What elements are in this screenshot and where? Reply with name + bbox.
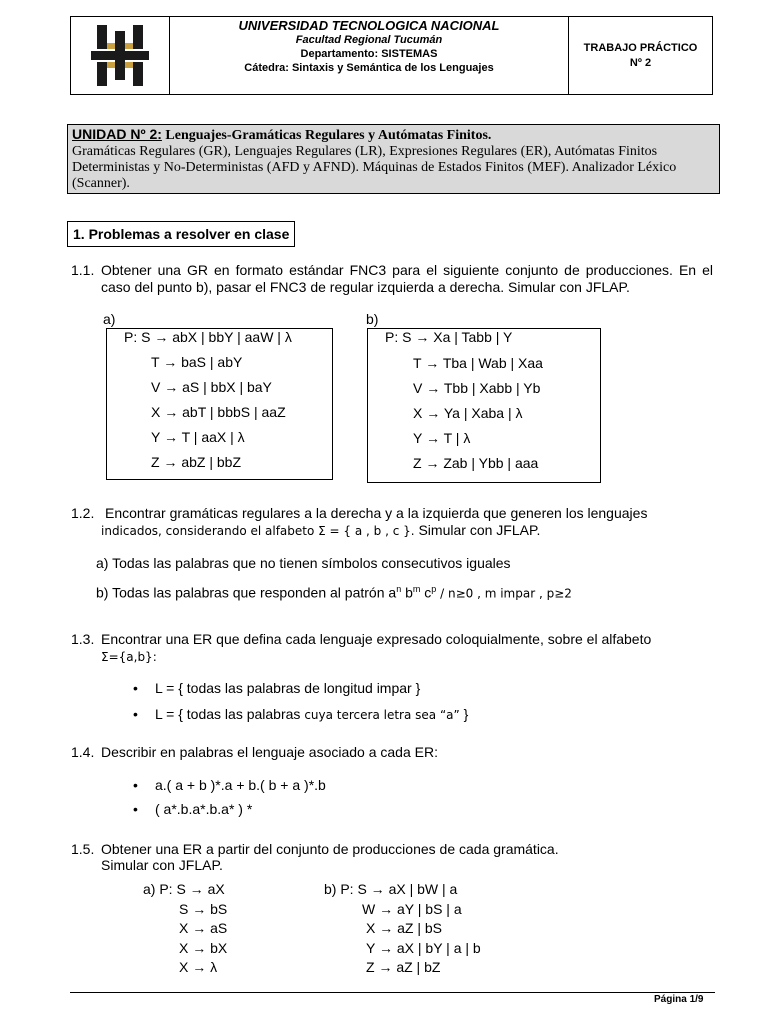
document-header — [70, 16, 713, 95]
production-rule: a) P: S → aX — [143, 881, 225, 897]
problem-number: 1.3. — [71, 631, 95, 647]
option-label: a) — [103, 311, 116, 327]
page-number: Página 1/9 — [654, 994, 704, 1005]
production-rule: X → Ya | Xaba | λ — [413, 405, 523, 421]
production-rule: Y → aX | bY | a | b — [366, 940, 481, 956]
option-item — [96, 581, 572, 603]
problem-text: Encontrar una ER que defina cada lenguaje expresado coloquialmente, sobre el alfabeto — [101, 631, 652, 647]
superscript: n — [396, 584, 402, 594]
bullet-icon: • — [133, 706, 138, 722]
faculty-name: Facultad Regional Tucumán — [295, 34, 443, 46]
production-rule: X → bX — [179, 940, 228, 956]
footer-divider — [70, 992, 715, 993]
problem-text: Σ={a,b}: — [101, 650, 157, 664]
superscript: m — [412, 584, 421, 594]
production-rule: T → Tba | Wab | Xaa — [413, 355, 543, 371]
problem-number: 1.5. — [71, 841, 95, 857]
department-name: Departamento: SISTEMAS — [300, 48, 438, 60]
list-item-text: cuya tercera letra sea “a” — [304, 708, 460, 722]
list-item — [155, 706, 468, 724]
problem-text: Encontrar gramáticas regulares a la derecha y a la izquierda que generen los lenguajes — [105, 505, 648, 521]
section-title: 1. Problemas a resolver en clase — [67, 221, 295, 247]
option-text: b — [401, 584, 413, 601]
bullet-icon: • — [133, 680, 138, 696]
production-rule: b) P: S → aX | bW | a — [324, 881, 458, 897]
production-rule: S → bS — [179, 901, 228, 917]
unit-title: UNIDAD Nº 2: — [72, 126, 162, 142]
production-rule: X → abT | bbbS | aaZ — [151, 404, 286, 420]
production-rule: Z → Zab | Ybb | aaa — [413, 455, 539, 471]
production-rule: X → λ — [179, 959, 218, 975]
production-rule: Y → T | λ — [413, 430, 471, 446]
unit-subtitle: Lenguajes-Gramáticas Regulares y Autómatas Finitos. — [165, 128, 492, 143]
list-item-text: } — [459, 706, 469, 722]
production-rule: Z → aZ | bZ — [366, 959, 441, 975]
bullet-icon: • — [133, 777, 138, 793]
problem-text: indicados, considerando el alfabeto Σ = { a , b , c }. — [101, 524, 415, 538]
list-item: ( a*.b.a*.b.a* ) * — [155, 801, 253, 817]
production-rule: P: S → Xa | Tabb | Y — [385, 329, 513, 345]
production-rule: Z → abZ | bbZ — [151, 454, 241, 470]
list-item: a.( a + b )*.a + b.( b + a )*.b — [155, 777, 326, 793]
problem-number: 1.1. — [71, 262, 95, 278]
superscript: p — [431, 584, 437, 594]
production-rule: V → aS | bbX | baY — [151, 379, 272, 395]
problem-text: Obtener una ER a partir del conjunto de producciones de cada gramática. — [101, 841, 559, 857]
production-rule: Y → T | aaX | λ — [151, 429, 245, 445]
bullet-icon: • — [133, 801, 138, 817]
problem-text: Simular con JFLAP. — [414, 522, 541, 538]
option-text: c — [420, 584, 432, 601]
unit-box — [67, 124, 720, 194]
option-text: b) Todas las palabras que responden al patrón a — [96, 584, 397, 601]
production-rule: X → aZ | bS — [366, 920, 442, 936]
production-rule: X → aS — [179, 920, 228, 936]
chair-name: Cátedra: Sintaxis y Semántica de los Lenguajes — [244, 62, 494, 74]
doc-type-cell — [568, 17, 712, 94]
option-item: a) Todas las palabras que no tienen símbolos consecutivos iguales — [96, 555, 511, 571]
problem-number: 1.4. — [71, 744, 95, 760]
list-item-text: L = { todas las palabras — [155, 706, 305, 722]
utn-logo-icon — [71, 17, 169, 94]
production-rule: V → Tbb | Xabb | Yb — [413, 380, 541, 396]
option-label: b) — [366, 311, 379, 327]
production-rule: T → baS | abY — [151, 354, 243, 370]
list-item: L = { todas las palabras de longitud impar } — [155, 680, 421, 696]
doc-number: Nº 2 — [629, 56, 652, 69]
problem-text: Describir en palabras el lenguaje asociado a cada ER: — [101, 744, 438, 760]
production-rule: W → aY | bS | a — [362, 901, 462, 917]
institution-cell — [170, 17, 568, 94]
doc-type: TRABAJO PRÁCTICO — [583, 41, 698, 54]
problem-text: Simular con JFLAP. — [101, 857, 223, 873]
problem-text: Obtener una GR en formato estándar FNC3 para el siguiente conjunto de producciones. En el caso del punto b), pasar el FNC3 de regular izquierda a derecha. Simular con JFLAP. — [101, 262, 713, 295]
option-text: / n≥0 , m impar , p≥2 — [436, 586, 572, 601]
logo-cell — [71, 17, 170, 94]
university-name: UNIVERSIDAD TECNOLOGICA NACIONAL — [238, 18, 500, 33]
problem-number: 1.2. — [71, 505, 95, 521]
production-rule: P: S → abX | bbY | aaW | λ — [124, 329, 292, 345]
unit-description: Gramáticas Regulares (GR), Lenguajes Regulares (LR), Expresiones Regulares (ER), Autómatas Finitos Deterministas y No-Deterministas (AFD y AFND). Máquinas de Estados Finitos (MEF). Analizador Léxico (Scanner). — [72, 144, 677, 191]
